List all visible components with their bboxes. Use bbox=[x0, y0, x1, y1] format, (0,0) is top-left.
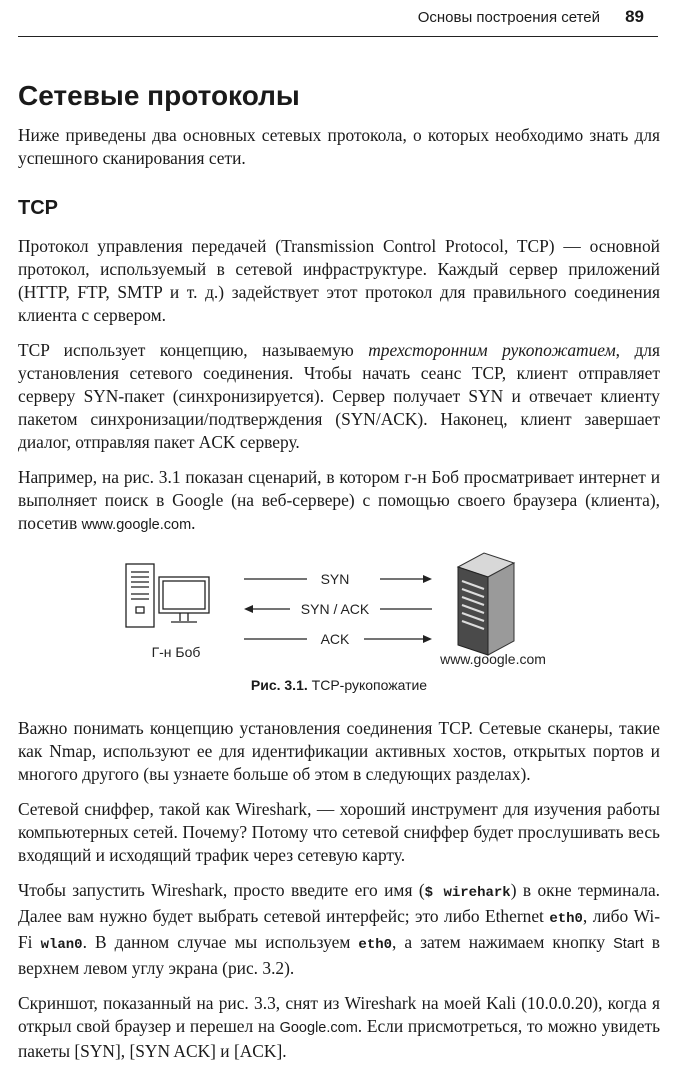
syn-arrow bbox=[244, 571, 432, 587]
server-icon bbox=[458, 553, 514, 655]
p6-text-b: ) в окне терминала. Далее вам нужно будет выбрать сетевой интерфейс; это либо Ethernet bbox=[18, 880, 661, 926]
ack-arrow bbox=[244, 631, 432, 647]
google-site: Google.com bbox=[279, 1020, 358, 1036]
syn-label: SYN bbox=[320, 571, 350, 587]
syn-ack-label: SYN / ACK bbox=[300, 601, 370, 617]
intro-paragraph: Ниже приведены два основных сетевых протокола, о которых необходимо знать для успешного сканирования сети. bbox=[18, 125, 660, 168]
ack-label: ACK bbox=[320, 631, 350, 647]
syn-ack-arrow bbox=[244, 601, 432, 617]
p6-text-d: . В данном случае мы используем bbox=[82, 932, 359, 952]
tcp-paragraph-3 bbox=[18, 466, 660, 537]
page-content bbox=[18, 78, 660, 1075]
p3-text-a: Например, на рис. 3.1 показан сценарий, в котором г-н Боб просматривает интернет и выполняет поиск в Google (на веб-сервере) с помощью своего браузера (клиента), посетив bbox=[18, 467, 660, 533]
p3-text-b: . bbox=[191, 513, 196, 533]
google-url: www.google.com bbox=[81, 517, 192, 533]
eth0-code-2: eth0 bbox=[358, 937, 393, 953]
client-label: Г-н Боб bbox=[151, 644, 201, 660]
paragraph-7 bbox=[18, 992, 660, 1063]
paragraph-6 bbox=[18, 879, 660, 980]
wireshark-command: $ wirehark bbox=[424, 885, 511, 901]
wlan0-code: wlan0 bbox=[40, 937, 83, 953]
figure-caption bbox=[18, 677, 660, 693]
handshake-diagram bbox=[18, 549, 660, 674]
p7-text-b: . Если присмотреться, то можно увидеть пакеты [SYN], [SYN ACK] и [ACK]. bbox=[18, 1016, 661, 1061]
start-button-term: Start bbox=[613, 936, 644, 952]
section-title: Сетевые протоколы bbox=[18, 80, 300, 111]
page-number: 89 bbox=[625, 7, 644, 26]
tcp-paragraph-1: Протокол управления передачей (Transmission Control Protocol, TCP) — основной протокол, используемый в сетевой инфраструктуре. Каждый сервер приложений (HTTP, FTP, SMTP и т. д.) задействует этот протокол для правильного соединения клиента с сервером. bbox=[18, 236, 660, 325]
p6-text-c: , либо Wi-Fi bbox=[18, 906, 660, 952]
paragraph-5: Сетевой сниффер, такой как Wireshark, — хороший инструмент для изучения работы компьютерных сетей. Почему? Потому что сетевой сниффер будет прослушивать весь входящий и исходящий трафик через сетевую карту. bbox=[18, 799, 660, 865]
p6-text-f: в верхнем левом углу экрана (рис. 3.2). bbox=[18, 932, 661, 978]
running-title: Основы построения сетей bbox=[417, 9, 600, 26]
running-header bbox=[18, 0, 658, 37]
tcp-paragraph-2 bbox=[18, 339, 660, 454]
paragraph-4: Важно понимать концепцию установления соединения TCP. Сетевые сканеры, такие как Nmap, используют ее для идентификации активных хостов, открытых портов и многого другого (вы узнаете больше об этом в следующих разделах). bbox=[18, 718, 660, 784]
figure-3-1 bbox=[18, 549, 660, 699]
p7-text-a: Скриншот, показанный на рис. 3.3, снят из Wireshark на моей Kali (10.0.0.20), когда я открыл свой браузер и перешел на bbox=[18, 993, 660, 1036]
p2-text-b: , для установления сетевого соединения. Чтобы начать сеанс TCP, клиент отправляет серверу SYN-пакет (синхронизируется). Сервер получает SYN и отвечает клиенту пакетом синхронизации/подтверждения (SYN/ACK). Наконец, клиент завершает диалог, отправляя пакет ACK серверу. bbox=[18, 340, 660, 452]
eth0-code: eth0 bbox=[549, 911, 583, 927]
tcp-heading: TCP bbox=[18, 197, 58, 219]
client-computer-icon bbox=[126, 564, 209, 627]
p6-text-a: Чтобы запустить Wireshark, просто введите его имя ( bbox=[18, 880, 425, 900]
p6-text-e: , а затем нажимаем кнопку bbox=[392, 932, 614, 952]
p2-text-a: TCP использует концепцию, называемую bbox=[18, 340, 369, 360]
caption-text: TCP-рукопожатие bbox=[307, 677, 428, 693]
server-label: www.google.com bbox=[440, 651, 546, 667]
caption-number: Рис. 3.1. bbox=[250, 677, 308, 693]
handshake-term: трехсторонним рукопожатием bbox=[368, 340, 616, 360]
